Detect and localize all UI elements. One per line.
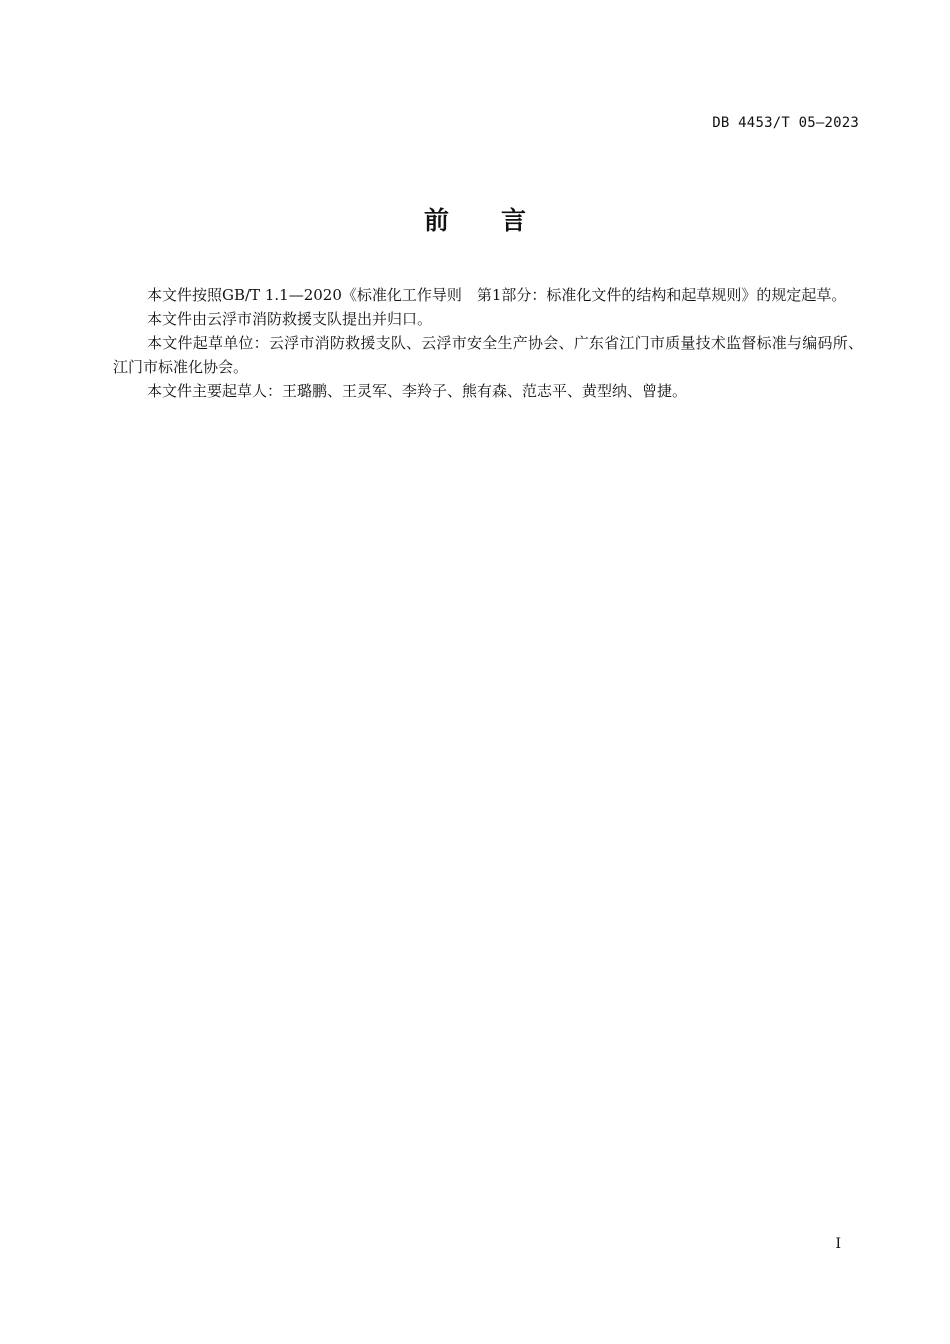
paragraph-drafting-rules: 本文件按照GB/T 1.1—2020《标准化工作导则 第1部分：标准化文件的结构和起草规则》的规定起草。 <box>147 286 847 304</box>
title-char-1: 前 <box>423 206 449 235</box>
foreword-body <box>113 283 863 403</box>
page-number: I <box>835 1236 841 1252</box>
paragraph-drafting-units: 本文件起草单位：云浮市消防救援支队、云浮市安全生产协会、广东省江门市质量技术监督标准与编码所、江门市标准化协会。 <box>113 334 863 376</box>
paragraph-proposer: 本文件由云浮市消防救援支队提出并归口。 <box>147 310 433 328</box>
page-title <box>0 201 950 237</box>
title-char-2: 言 <box>501 206 527 235</box>
document-code: DB 4453/T 05—2023 <box>712 115 859 131</box>
paragraph-drafters: 本文件主要起草人：王璐鹏、王灵军、李羚子、熊有森、范志平、黄型纳、曾捷。 <box>147 382 688 400</box>
